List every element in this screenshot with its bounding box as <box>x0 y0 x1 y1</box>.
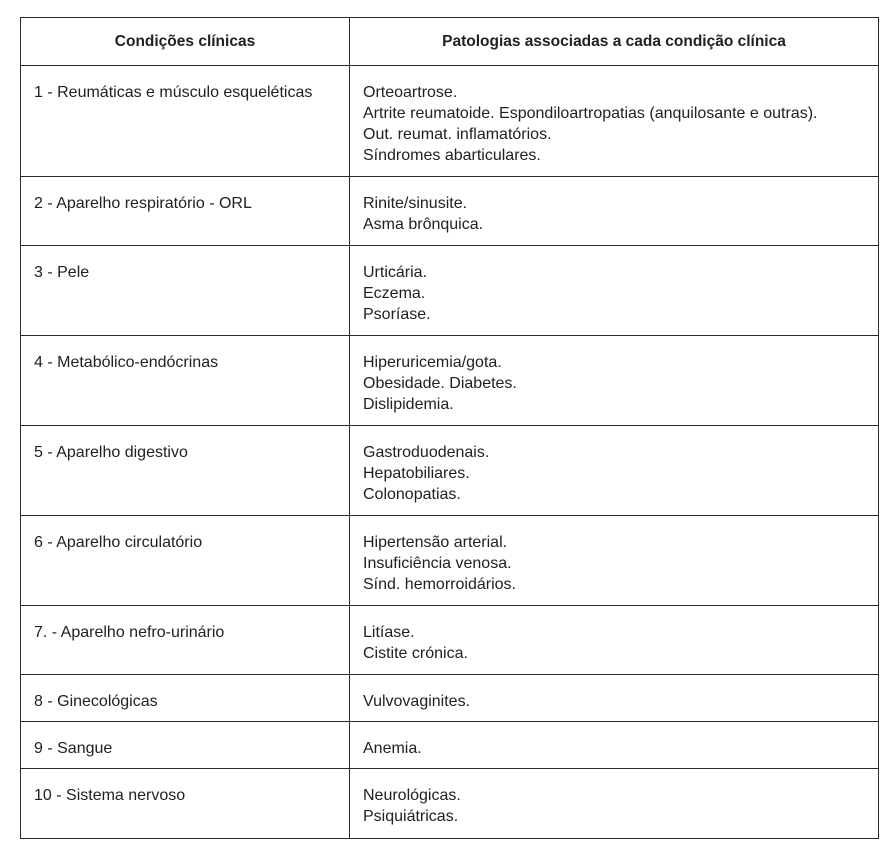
pathology-item: Vulvovaginites. <box>363 693 471 710</box>
table-row <box>21 516 879 606</box>
pathology-item: Psiquiátricas. <box>363 808 459 825</box>
pathology-item: Anemia. <box>363 740 422 757</box>
table-row <box>21 426 879 516</box>
pathology-item: Urticária. <box>363 264 428 281</box>
pathology-item: Dislipidemia. <box>363 396 454 413</box>
header-pathologies: Patologias associadas a cada condição clínica <box>350 18 879 66</box>
clinical-conditions-table <box>20 17 879 839</box>
pathology-item: Síndromes abarticulares. <box>363 147 541 164</box>
pathology-item: Insuficiência venosa. <box>363 555 512 572</box>
pathologies-cell <box>350 516 879 606</box>
pathology-item: Out. reumat. inflamatórios. <box>363 126 552 143</box>
condition-cell: 2 - Aparelho respiratório - ORL <box>21 177 350 246</box>
pathology-item: Rinite/sinusite. <box>363 195 468 212</box>
pathology-item: Sínd. hemorroidários. <box>363 576 516 593</box>
table-row <box>21 722 879 769</box>
table-row <box>21 769 879 839</box>
pathologies-cell <box>350 246 879 336</box>
table-row <box>21 606 879 675</box>
pathology-item: Colonopatias. <box>363 486 461 503</box>
table-row <box>21 336 879 426</box>
condition-cell: 8 - Ginecológicas <box>21 675 350 722</box>
condition-cell: 3 - Pele <box>21 246 350 336</box>
pathology-item: Hiperuricemia/gota. <box>363 354 502 371</box>
condition-cell: 9 - Sangue <box>21 722 350 769</box>
pathology-item: Psoríase. <box>363 306 431 323</box>
table-row <box>21 177 879 246</box>
pathology-item: Asma brônquica. <box>363 216 484 233</box>
condition-cell: 6 - Aparelho circulatório <box>21 516 350 606</box>
header-conditions: Condições clínicas <box>21 18 350 66</box>
pathologies-cell <box>350 426 879 516</box>
pathologies-cell <box>350 769 879 839</box>
pathologies-cell <box>350 722 879 769</box>
pathology-item: Artrite reumatoide. Espondiloartropatias (anquilosante e outras). <box>363 105 818 122</box>
condition-cell: 4 - Metabólico-endócrinas <box>21 336 350 426</box>
pathology-item: Gastroduodenais. <box>363 444 490 461</box>
table-header-row <box>21 18 879 66</box>
table-row <box>21 675 879 722</box>
pathology-item: Hepatobiliares. <box>363 465 470 482</box>
pathology-item: Neurológicas. <box>363 787 461 804</box>
pathologies-cell <box>350 66 879 177</box>
pathologies-cell <box>350 336 879 426</box>
pathology-item: Orteoartrose. <box>363 84 458 101</box>
pathology-item: Litíase. <box>363 624 415 641</box>
pathology-item: Obesidade. Diabetes. <box>363 375 517 392</box>
condition-cell: 1 - Reumáticas e músculo esqueléticas <box>21 66 350 177</box>
pathologies-cell <box>350 606 879 675</box>
pathology-item: Hipertensão arterial. <box>363 534 508 551</box>
pathology-item: Eczema. <box>363 285 426 302</box>
pathologies-cell <box>350 675 879 722</box>
condition-cell: 10 - Sistema nervoso <box>21 769 350 839</box>
pathology-item: Cistite crónica. <box>363 645 468 662</box>
table-row <box>21 246 879 336</box>
pathologies-cell <box>350 177 879 246</box>
condition-cell: 7. - Aparelho nefro-urinário <box>21 606 350 675</box>
table-row <box>21 66 879 177</box>
condition-cell: 5 - Aparelho digestivo <box>21 426 350 516</box>
